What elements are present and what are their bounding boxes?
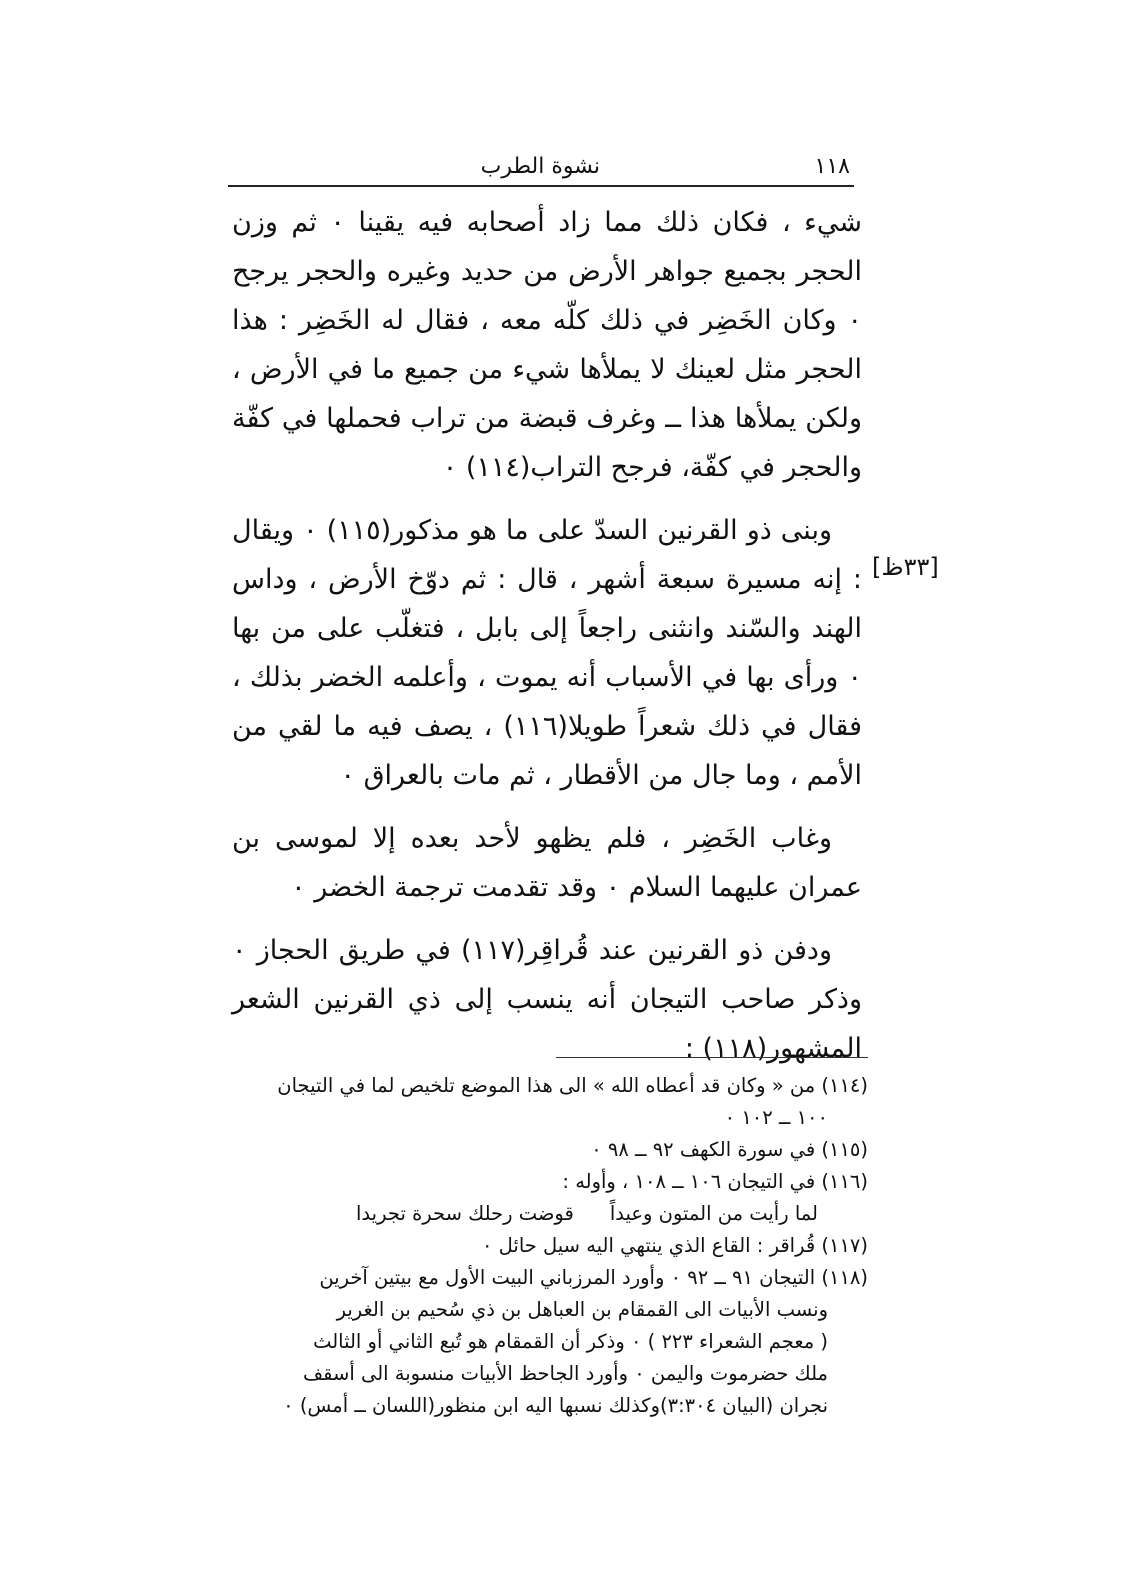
paragraph: وبنى ذو القرنين السدّ على ما هو مذكور(١١٥) ٠ ويقال : إنه مسيرة سبعة أشهر ، قال : ثم دوّخ الأرض ، وداس الهند والسّند وانثنى راجعاً إلى بابل ، فتغلّب على من بها ٠ ورأى بها في الأسباب أنه يموت ، وأعلمه الخضر بذلك ، فقال في ذلك شعراً طويلا(١١٦) ، يصف فيه ما لقي من الأمم ، وما جال من الأقطار ، ثم مات بالعراق ٠: [232, 515, 862, 791]
footnote-117: (١١٧) قُراقر : القاع الذي ينتهي اليه سيل حائل ٠: [481, 1234, 868, 1257]
running-title: نشوة الطرب: [480, 154, 600, 179]
footnotes: [240, 1070, 868, 1422]
footnote-118-line: نجران (البيان ٣:٣٠٤)وكذلك نسبها اليه ابن منظور(اللسان ــ أمس) ٠: [283, 1394, 828, 1417]
footnote-verse: [240, 1198, 868, 1230]
paragraph: شيء ، فكان ذلك مما زاد أصحابه فيه يقينا ٠ ثم وزن الحجر بجميع جواهر الأرض من حديد وغيره والحجر يرجح ٠ وكان الخَضِر في ذلك كلّه معه ، فقال له الخَضِر : هذا الحجر مثل لعينك لا يملأها شيء من جميع ما في الأرض ، ولكن يملأها هذا ــ وغرف قبضة من تراب فحملها في كفّة والحجر في كفّة، فرجح التراب(١١٤) ٠: [232, 207, 862, 483]
verse-second-hemistich: قوضت رحلك سحرة تجريدا: [356, 1202, 574, 1225]
footnote-114-continued: ١٠٠ ــ ١٠٢ ٠: [724, 1106, 828, 1129]
footnote-rule: [556, 1057, 868, 1058]
footnote-114: (١١٤) من « وكان قد أعطاه الله » الى هذا الموضع تلخيص لما في التيجان: [277, 1074, 868, 1097]
margin-folio-note: [٣٣ظ]: [872, 553, 939, 581]
paragraph: وغاب الخَضِر ، فلم يظهو لأحد بعده إلا لموسى بن عمران عليهما السلام ٠ وقد تقدمت ترجمة الخضر ٠: [232, 823, 862, 903]
page-number: ١١٨: [814, 154, 850, 179]
footnote-116: (١١٦) في التيجان ١٠٦ ــ ١٠٨ ، وأوله :: [562, 1170, 868, 1193]
footnote-118-line: ( معجم الشعراء ٢٢٣ ) ٠ وذكر أن القمقام هو تُبع الثاني أو الثالث: [313, 1330, 828, 1353]
verse-first-hemistich: لما رأيت من المتون وعيداً: [609, 1202, 818, 1225]
footnote-118-line: ملك حضرموت واليمن ٠ وأورد الجاحظ الأبيات منسوبة الى أسقف: [302, 1362, 828, 1385]
main-text: [232, 198, 862, 1087]
header-rule: [228, 185, 854, 187]
paragraph: ودفن ذو القرنين عند قُراقِر(١١٧) في طريق الحجاز ٠ وذكر صاحب التيجان أنه ينسب إلى ذي القرنين الشعر المشهور(١١٨) :: [232, 935, 862, 1064]
footnote-115: (١١٥) في سورة الكهف ٩٢ ــ ٩٨ ٠: [591, 1138, 868, 1161]
page-header: [230, 152, 870, 184]
footnote-118-line: ونسب الأبيات الى القمقام بن العباهل بن ذي سُحيم بن الغرير: [336, 1298, 828, 1321]
footnote-118: (١١٨) التيجان ٩١ ــ ٩٢ ٠ وأورد المرزباني البيت الأول مع بيتين آخرين: [319, 1266, 868, 1289]
